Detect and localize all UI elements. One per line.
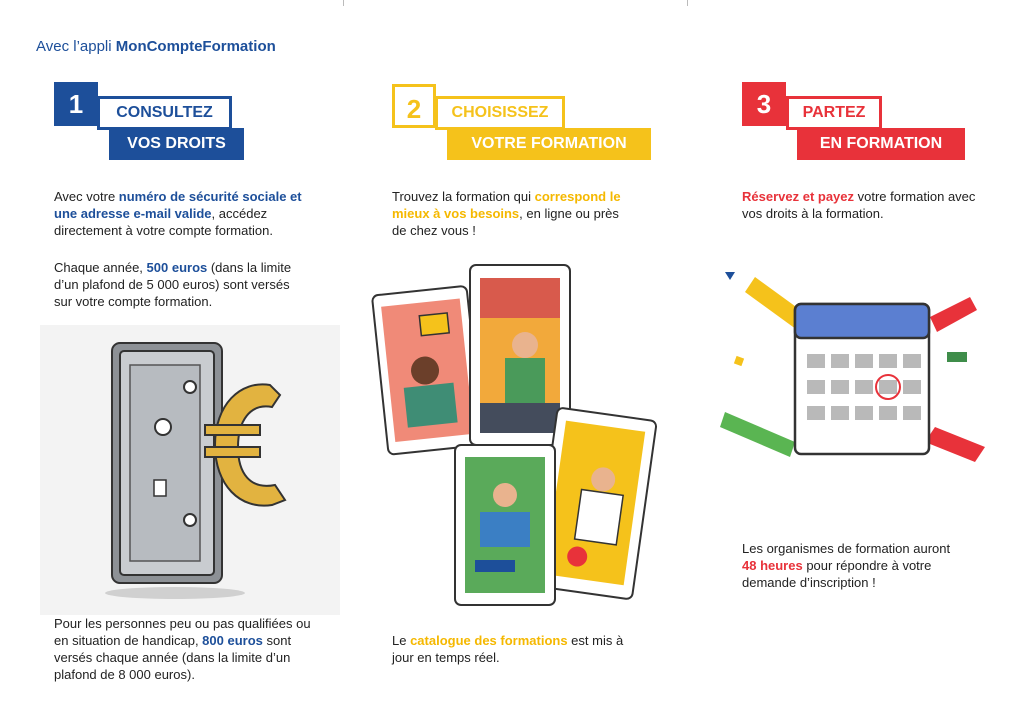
step-title-line2: VOS DROITS (109, 128, 244, 160)
step-paragraph: Les organismes de formation auront 48 heures pour répondre à votre demande d’inscription ! (742, 541, 951, 590)
app-name: MonCompteFormation (115, 38, 276, 55)
fold-mark (687, 0, 688, 6)
step-title-line1: CHOISISSEZ (435, 96, 565, 130)
fold-mark (343, 0, 344, 6)
step-paragraph: Réservez et payez votre formation avec vos droits à la formation. (742, 189, 976, 221)
step-title-line2: VOTRE FORMATION (447, 128, 651, 160)
step-title-line2: EN FORMATION (797, 128, 965, 160)
step-paragraph: Le catalogue des formations est mis à jour en temps réel. (392, 633, 624, 665)
step-paragraph: Chaque année, 500 euros (dans la limite d’un plafond de 5 000 euros) sont versés sur votre compte formation. (54, 260, 292, 309)
step-title-line1: PARTEZ (786, 96, 882, 130)
step-paragraph: Pour les personnes peu ou pas qualifiées ou en situation de handicap, 800 euros sont versés chaque année (dans la limite d’un plafond de 8 000 euros). (54, 616, 311, 682)
training-cards-illustration (370, 260, 660, 610)
header-prefix: Avec l’appli (36, 38, 116, 55)
step-number: 3 (742, 82, 786, 126)
page-header (36, 38, 276, 55)
step-paragraph: Trouvez la formation qui correspond le mieux à vos besoins, en ligne ou près de chez vous ! (392, 189, 621, 238)
calendar-illustration (715, 262, 1005, 482)
step-title-line1: CONSULTEZ (97, 96, 232, 130)
step-paragraph: Avec votre numéro de sécurité sociale et une adresse e-mail valide, accédez directement à votre compte formation. (54, 189, 302, 238)
step-number: 1 (54, 82, 98, 126)
safe-euro-illustration (40, 325, 340, 615)
step-number: 2 (392, 84, 436, 128)
